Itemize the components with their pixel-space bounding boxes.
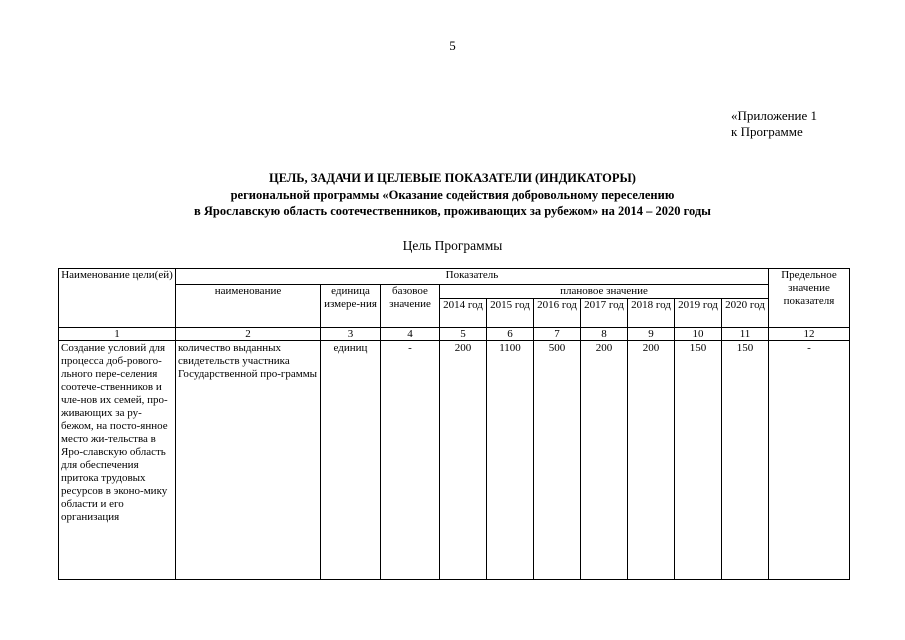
year-value-cell: 150 bbox=[722, 341, 769, 580]
column-number: 11 bbox=[722, 328, 769, 341]
column-number: 9 bbox=[628, 328, 675, 341]
title-line-3: в Ярославскую область соотечественников, проживающих за рубежом» на 2014 – 2020 годы bbox=[194, 204, 711, 218]
section-title: Цель Программы bbox=[402, 238, 503, 253]
header-year: 2018 год bbox=[628, 299, 675, 328]
header-year: 2017 год bbox=[581, 299, 628, 328]
year-value-cell: 200 bbox=[628, 341, 675, 580]
indicator-name-cell: количество выданных свидетельств участника Государственной про-граммы bbox=[176, 341, 321, 580]
goal-cell: Создание условий для процесса доб-рового-льного пере-селения соотече-ственников и чле-нов их семей, про-живающих за ру-бежом, на посто-янное место жи-тельства в Яро-славскую область для обеспечения притока трудовых ресурсов в эконо-мику области и его организация bbox=[59, 341, 176, 580]
header-name: наименование bbox=[176, 285, 321, 328]
title-line-2: региональной программы «Оказание содействия добровольному переселению bbox=[230, 187, 675, 202]
title-line-1: ЦЕЛЬ, ЗАДАЧИ И ЦЕЛЕВЫЕ ПОКАЗАТЕЛИ (ИНДИКАТОРЫ) bbox=[269, 171, 636, 185]
header-year: 2015 год bbox=[487, 299, 534, 328]
year-value-cell: 200 bbox=[440, 341, 487, 580]
column-number: 5 bbox=[440, 328, 487, 341]
unit-cell: единиц bbox=[321, 341, 381, 580]
header-year: 2019 год bbox=[675, 299, 722, 328]
table-row bbox=[59, 341, 850, 580]
limit-value-cell: - bbox=[769, 341, 850, 580]
appendix-line-2: к Программе bbox=[731, 124, 803, 139]
column-number: 4 bbox=[381, 328, 440, 341]
appendix-note bbox=[731, 108, 817, 140]
column-number-row bbox=[59, 328, 850, 341]
header-row-2 bbox=[59, 285, 850, 299]
header-row-1 bbox=[59, 269, 850, 285]
column-number: 7 bbox=[534, 328, 581, 341]
header-limit-value: Предельное значение показателя bbox=[769, 269, 850, 328]
base-value-cell: - bbox=[381, 341, 440, 580]
column-number: 1 bbox=[59, 328, 176, 341]
year-value-cell: 200 bbox=[581, 341, 628, 580]
column-number: 10 bbox=[675, 328, 722, 341]
header-indicator: Показатель bbox=[176, 269, 769, 285]
year-value-cell: 500 bbox=[534, 341, 581, 580]
page-number: 5 bbox=[449, 38, 456, 53]
column-number: 3 bbox=[321, 328, 381, 341]
header-unit: единица измере-ния bbox=[321, 285, 381, 328]
column-number: 8 bbox=[581, 328, 628, 341]
header-goal-name: Наименование цели(ей) bbox=[59, 269, 176, 328]
header-year: 2016 год bbox=[534, 299, 581, 328]
header-year: 2020 год bbox=[722, 299, 769, 328]
year-value-cell: 150 bbox=[675, 341, 722, 580]
document-title bbox=[0, 170, 905, 220]
year-value-cell: 1100 bbox=[487, 341, 534, 580]
column-number: 6 bbox=[487, 328, 534, 341]
column-number: 12 bbox=[769, 328, 850, 341]
column-number: 2 bbox=[176, 328, 321, 341]
indicators-table bbox=[58, 268, 850, 580]
header-year: 2014 год bbox=[440, 299, 487, 328]
appendix-line-1: «Приложение 1 bbox=[731, 108, 818, 123]
header-base-value: базовое значение bbox=[381, 285, 440, 328]
header-planned-value: плановое значение bbox=[440, 285, 769, 299]
